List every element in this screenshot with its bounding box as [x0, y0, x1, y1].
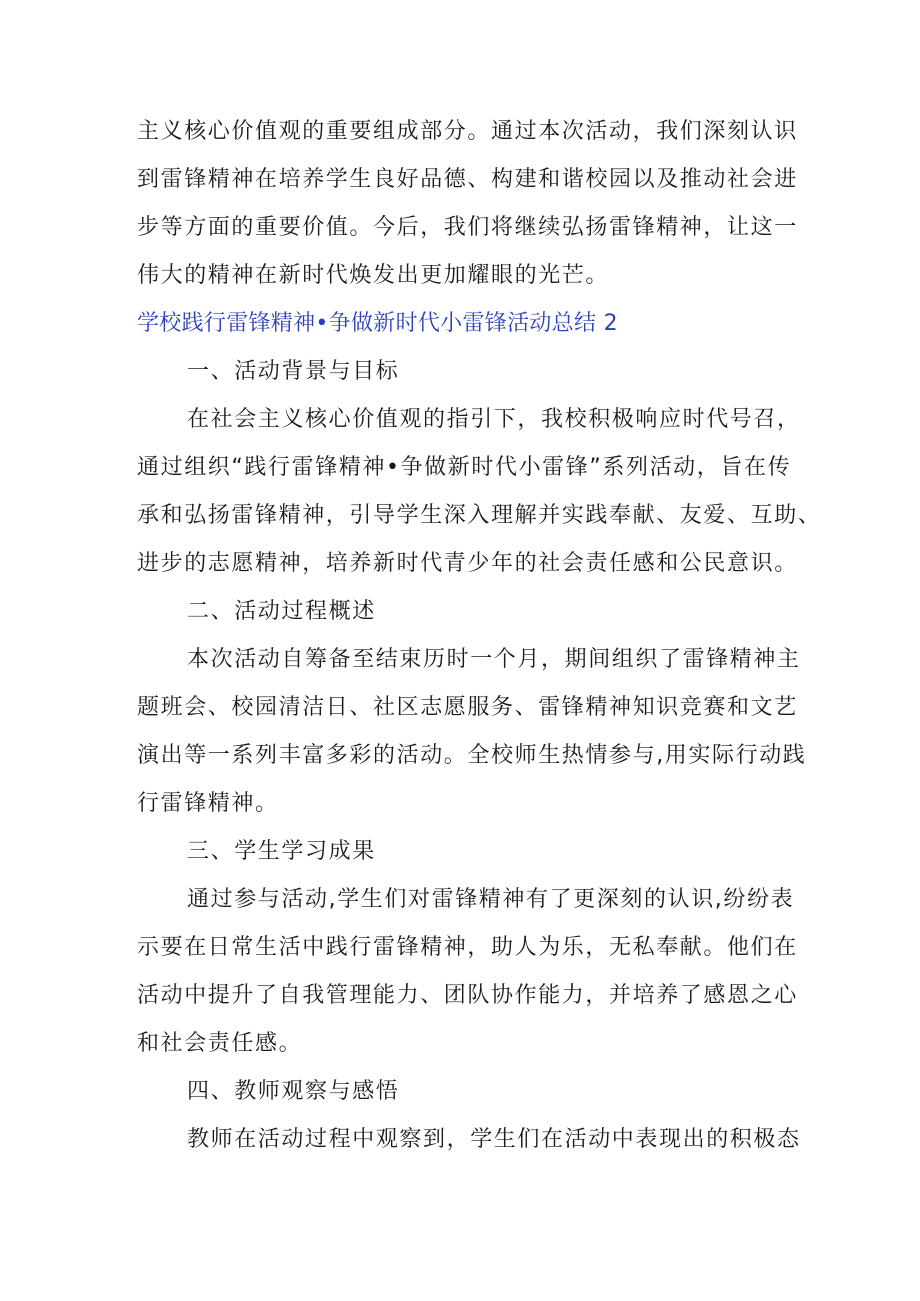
paragraph-line: 步等方面的重要价值。今后，我们将继续弘扬雷锋精神，让这一 — [137, 215, 798, 240]
paragraph-line: 和社会责任感。 — [137, 1031, 303, 1056]
paragraph-line: 通过参与活动,学生们对雷锋精神有了更深刻的认识,纷纷表 — [187, 887, 795, 912]
paragraph-line: 承和弘扬雷锋精神，引导学生深入理解并实践奉献、友爱、互助、 — [137, 503, 822, 528]
paragraph-line: 教师在活动过程中观察到，学生们在活动中表现出的积极态 — [187, 1127, 801, 1152]
section-heading: 二、活动过程概述 — [187, 599, 376, 624]
paragraph-line: 本次活动自筹备至结束历时一个月，期间组织了雷锋精神主 — [187, 647, 801, 672]
paragraph-line: 进步的志愿精神，培养新时代青少年的社会责任感和公民意识。 — [137, 551, 798, 576]
section-heading: 一、活动背景与目标 — [187, 359, 400, 384]
paragraph-line: 在社会主义核心价值观的指引下，我校积极响应时代号召， — [187, 407, 801, 432]
document-title: 学校践行雷锋精神•争做新时代小雷锋活动总结 2 — [137, 311, 618, 336]
paragraph-line: 活动中提升了自我管理能力、团队协作能力，并培养了感恩之心 — [137, 983, 798, 1008]
paragraph-line: 主义核心价值观的重要组成部分。通过本次活动，我们深刻认识 — [137, 119, 798, 144]
paragraph-line: 示要在日常生活中践行雷锋精神，助人为乐，无私奉献。他们在 — [137, 935, 798, 960]
paragraph-line: 到雷锋精神在培养学生良好品德、构建和谐校园以及推动社会进 — [137, 167, 798, 192]
section-heading: 三、学生学习成果 — [187, 839, 376, 864]
paragraph-line: 题班会、校园清洁日、社区志愿服务、雷锋精神知识竞赛和文艺 — [137, 695, 798, 720]
paragraph-line: 伟大的精神在新时代焕发出更加耀眼的光芒。 — [137, 263, 610, 288]
paragraph-line: 通过组织“践行雷锋精神•争做新时代小雷锋”系列活动，旨在传 — [137, 455, 792, 480]
paragraph-line: 行雷锋精神。 — [137, 791, 279, 816]
paragraph-line: 演出等一系列丰富多彩的活动。全校师生热情参与,用实际行动践 — [137, 743, 807, 768]
section-heading: 四、教师观察与感悟 — [187, 1079, 400, 1104]
